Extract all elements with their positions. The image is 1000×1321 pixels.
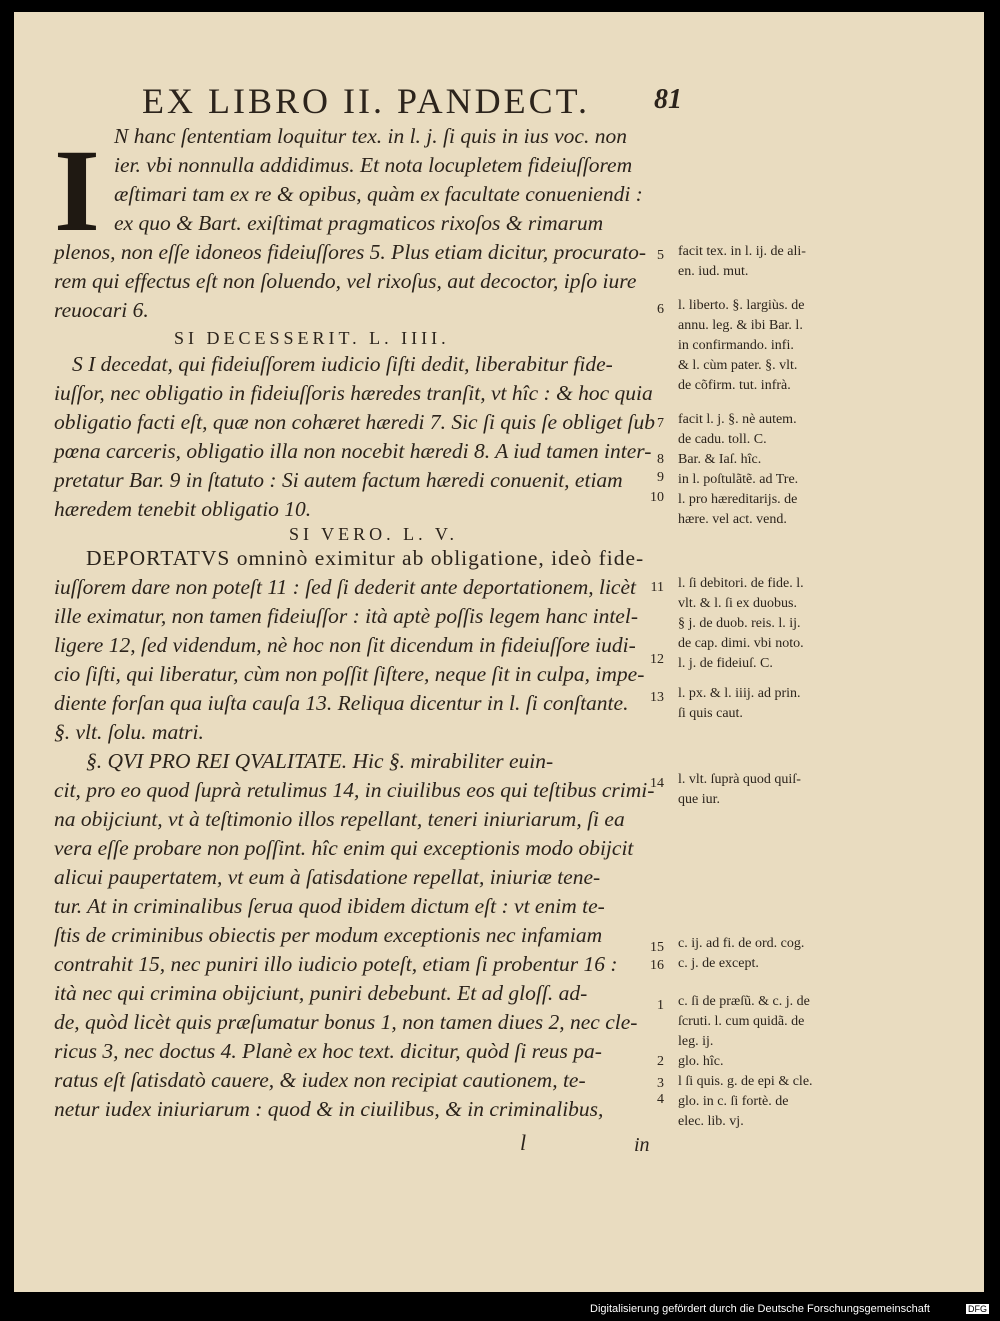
marginal-note-6 [678,296,805,396]
note-line: l. j. de fideiuſ. C. [678,656,773,671]
note-ref-number: 8 [657,452,664,467]
text-line: §. vlt. ſolu. matri. [54,720,204,744]
note-line: glo. in c. ſi fortè. de [678,1094,789,1109]
text-line: de, quòd licèt quis præſumatur bonus 1, non tamen diues 2, nec cle- [54,1010,638,1034]
text-line: N hanc ſententiam loquitur tex. in l. j. ſi quis in ius voc. non [114,124,627,148]
text-line: hæredem tenebit obligatio 10. [54,497,312,521]
marginal-note-15 [678,934,804,974]
note-line: in confirmando. infi. [678,338,794,353]
text-line: na obijciunt, vt à teſtimonio illos repellant, teneri iniuriarum, ſi ea [54,807,625,831]
note-ref-number: 2 [657,1054,664,1069]
note-line: annu. leg. & ibi Bar. l. [678,318,803,333]
text-line: contrahit 15, nec puniri illo iudicio poteſt, etiam ſi probentur 16 : [54,952,618,976]
text-line: cit, pro eo quod ſuprà retulimus 14, in ciuilibus eos qui teſtibus crimi- [54,778,655,802]
text-line: §. QVI PRO REI QVALITATE. Hic §. mirabiliter euin- [86,749,554,773]
text-line: ier. vbi nonnulla addidimus. Et nota locupletem fideiuſſorem [114,153,633,177]
note-line: § j. de duob. reis. l. ij. [678,616,801,631]
dfg-logo: DFG [968,1304,987,1314]
note-ref-number: 13 [650,690,664,705]
text-line: S I decedat, qui fideiuſſorem iudicio ſiſti dedit, liberabitur fide- [72,352,613,376]
note-ref-number: 5 [657,248,664,263]
note-line: l. liberto. §. largiùs. de [678,298,805,313]
note-line: de cadu. toll. C. [678,432,767,447]
text-line: ità nec qui crimina obijciunt, puniri debebunt. Et ad gloſſ. ad- [54,981,588,1005]
folio-number: 81 [654,84,682,115]
text-line: ille eximatur, non tamen fideiuſſor : ità aptè poſſis legem hanc intel- [54,604,638,628]
note-line: c. ſi de præſũ. & c. j. de [678,994,810,1009]
marginal-note-13 [678,684,801,724]
note-line: facit l. j. §. nè autem. [678,412,797,427]
note-line: l. ſi debitori. de fide. l. [678,576,804,591]
text-line: ratus eſt ſatisdatò cauere, & iudex non recipiat cautionem, te- [54,1068,586,1092]
note-line: l. pro hæreditarijs. de [678,492,798,507]
note-line: que iur. [678,792,720,807]
marginal-note-5 [678,242,806,282]
note-line: vlt. & l. ſi ex duobus. [678,596,797,611]
note-ref-number: 7 [657,416,664,431]
drop-capital: I [54,125,100,256]
note-line: glo. hîc. [678,1054,724,1069]
note-line: facit tex. in l. ij. de ali- [678,244,806,259]
note-ref-number: 3 [657,1076,664,1091]
text-line: æſtimari tam ex re & opibus, quàm ex facultate conueniendi : [114,182,643,206]
note-line: c. ij. ad fi. de ord. cog. [678,936,805,951]
note-line: ſcruti. l. cum quidã. de [678,1014,805,1029]
note-line: ſi quis caut. [678,706,743,721]
text-line: iuſſor, nec obligatio in fideiuſſoris hæredes tranſit, vt hîc : & hoc quia [54,381,653,405]
text-line: cio ſiſti, qui liberatur, cùm non poſſit ſiſtere, neque ſit in culpa, impe- [54,662,645,686]
note-line: l ſi quis. g. de epi & cle. [678,1074,813,1089]
marginal-note-7 [678,410,798,530]
text-line: netur iudex iniuriarum : quod & in ciuilibus, & in criminalibus, [54,1097,604,1121]
note-line: c. j. de except. [678,956,759,971]
note-ref-number: 6 [657,302,664,317]
marginal-note-11 [678,574,804,674]
text-line: tur. At in criminalibus ſerua quod ibidem dictum eſt : vt enim te- [54,894,605,918]
text-line: pœna carceris, obligatio illa non nocebit hæredi 8. A iud tamen inter- [54,439,652,463]
text-line: ligere 12, ſed videndum, nè hoc non ſit dicendum in fideiuſſore iudi- [54,633,636,657]
text-line: obligatio facti eſt, quæ non cohæret hæredi 7. Sic ſi quis ſe obliget ſub [54,410,655,434]
note-line: l. px. & l. iiij. ad prin. [678,686,801,701]
note-ref-number: 14 [650,776,664,791]
note-line: hære. vel act. vend. [678,512,787,527]
section-heading: SI DECESSERIT. L. IIII. [174,328,450,348]
note-line: l. vlt. ſuprà quod quiſ- [678,772,801,787]
text-line: vera eſſe probare non poſſint. hîc enim qui exceptionis modo obijcit [54,836,634,860]
running-head: EX LIBRO II. PANDECT. [142,81,590,121]
note-ref-number: 11 [650,580,664,595]
text-line: iuſſorem dare non poteſt 11 : ſed ſi dederit ante deportationem, licèt [54,575,636,599]
note-line: de cap. dimi. vbi noto. [678,636,804,651]
note-ref-number: 12 [650,652,664,667]
text-line: ricus 3, nec doctus 4. Planè ex hoc text. dicitur, quòd ſi reus pa- [54,1039,602,1063]
text-line: rem qui effectus eſt non ſoluendo, vel rixoſus, aut decoctor, ipſo iure [54,269,637,293]
text-line: reuocari 6. [54,298,149,322]
book-page [14,12,984,1292]
note-ref-number: 15 [650,940,664,955]
text-line: pretatur Bar. 9 in ſtatuto : Si autem factum hæredi conuenit, etiam [54,468,623,492]
note-line: in l. poſtulãtẽ. ad Tre. [678,472,799,487]
note-ref-number: 4 [657,1092,664,1107]
note-line: elec. lib. vj. [678,1114,744,1129]
text-line: DEPORTATVS omninò eximitur ab obligatione, ideò fide- [86,546,645,570]
note-line: en. iud. mut. [678,264,749,279]
digitization-credit: Digitalisierung gefördert durch die Deutsche Forschungsgemeinschaft [590,1303,930,1315]
signature-mark: l [520,1130,527,1155]
text-line: ex quo & Bart. exiſtimat pragmaticos rixoſos & rimarum [114,211,604,235]
note-line: Bar. & Iaſ. hîc. [678,452,762,467]
catchword: in [634,1134,650,1156]
marginal-note-1 [678,992,813,1132]
note-ref-number: 16 [650,958,664,973]
text-line: plenos, non eſſe idoneos fideiuſſores 5. Plus etiam dicitur, procurato- [54,240,646,264]
note-ref-number: 10 [650,490,664,505]
note-ref-number: 1 [657,998,664,1013]
note-line: de cõfirm. tut. infrà. [678,378,791,393]
section-heading: SI VERO. L. V. [289,524,459,544]
text-line: diente forſan qua iuſta cauſa 13. Reliqua dicentur in l. ſi conſtante. [54,691,629,715]
note-line: leg. ij. [678,1034,714,1049]
text-line: ſtis de criminibus obiectis per modum exceptionis nec infamiam [54,923,603,947]
text-line: alicui paupertatem, vt eum à ſatisdatione repellat, iniuriæ tene- [54,865,601,889]
marginal-note-14 [678,770,801,810]
note-line: & l. cùm pater. §. vlt. [678,358,798,373]
note-ref-number: 9 [657,470,664,485]
